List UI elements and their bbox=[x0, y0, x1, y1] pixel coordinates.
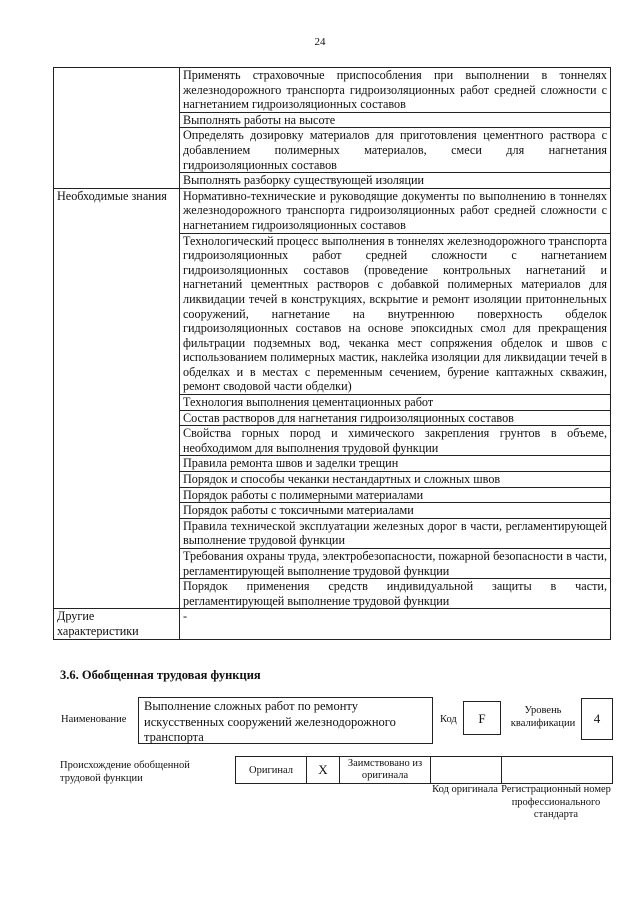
origin-reg-caption: Регистрационный номер профессионального стандарта bbox=[501, 784, 611, 820]
row-text: Порядок и способы чеканки нестандартных и сложных швов bbox=[180, 472, 611, 488]
row-text: Состав растворов для нагнетания гидроизоляционных составов bbox=[180, 410, 611, 426]
row-category-label: Другие характеристики bbox=[54, 609, 180, 639]
origin-code-cell bbox=[431, 757, 502, 784]
qualification-level-label: Уровень квалификации bbox=[510, 705, 576, 729]
row-text: Выполнять разборку существующей изоляции bbox=[180, 173, 611, 189]
row-text: Порядок работы с полимерными материалами bbox=[180, 487, 611, 503]
row-text: Технология выполнения цементационных работ bbox=[180, 395, 611, 411]
code-label: Код bbox=[440, 714, 457, 725]
row-text: Порядок применения средств индивидуальной защиты в части, регламентирующей выполнение трудовой функции bbox=[180, 579, 611, 609]
row-text: Правила ремонта швов и заделки трещин bbox=[180, 456, 611, 472]
row-text: Требования охраны труда, электробезопасности, пожарной безопасности в части, регламентирующей выполнение трудовой функции bbox=[180, 549, 611, 579]
row-category-label: Необходимые знания bbox=[54, 188, 180, 609]
section-title: 3.6. Обобщенная трудовая функция bbox=[60, 668, 261, 682]
page-number: 24 bbox=[314, 36, 326, 48]
row-text: Свойства горных пород и химического закрепления грунтов в объеме, необходимом для выполнения трудовой функции bbox=[180, 426, 611, 456]
row-text: Порядок работы с токсичными материалами bbox=[180, 503, 611, 519]
qualification-level-value: 4 bbox=[581, 698, 613, 740]
row-text: Технологический процесс выполнения в тоннелях железнодорожного транспорта гидроизоляционных работ средней сложности с нагнетанием гидроизоляционных составов (проведение контрольных нагнетаний и нагнетаний цементных растворов с добавкой полимерных материалов для ликвидации течей в конструкциях, вскрытие и ремонт изоляции притоннельных сооружений, нагнетание на внутреннюю поверхность обделок гидроизоляционных составов на основе эпоксидных смол для прекращения фильтрации подземных вод, чеканка мест сопряжения обделок и швов с использованием полимерных мастик, наклейка изоляции для ликвидации течей в обделках и в местах с переменным сечением, бурение каптажных скважин, ремонт сводовой части обделки) bbox=[180, 233, 611, 395]
row-text: Выполнять работы на высоте bbox=[180, 112, 611, 128]
origin-mark-cell: X bbox=[307, 757, 340, 784]
code-value: F bbox=[463, 701, 501, 735]
table-row bbox=[54, 188, 611, 233]
table-row bbox=[54, 68, 611, 113]
row-text: Нормативно-технические и руководящие документы по выполнению в тоннелях железнодорожного транспорта гидроизоляционных работ средней сложности с нагнетанием гидроизоляционных составов bbox=[180, 188, 611, 233]
row-text: Правила технической эксплуатации железных дорог в части, регламентирующей выполнение трудовой функции bbox=[180, 518, 611, 548]
skills-knowledge-table bbox=[53, 67, 611, 640]
row-category-label bbox=[54, 68, 180, 189]
origin-code-caption: Код оригинала bbox=[432, 784, 498, 795]
name-label: Наименование bbox=[61, 714, 127, 725]
origin-label: Происхождение обобщенной трудовой функции bbox=[60, 760, 190, 784]
row-text: - bbox=[180, 609, 611, 639]
origin-reg-cell bbox=[502, 757, 613, 784]
row-text: Применять страховочные приспособления при выполнении в тоннелях железнодорожного транспорта гидроизоляционных работ средней сложности с нагнетанием гидроизоляционных составов bbox=[180, 68, 611, 113]
origin-table bbox=[235, 756, 613, 784]
origin-borrowed-cell: Заимствовано из оригинала bbox=[340, 757, 431, 784]
row-text: Определять дозировку материалов для приготовления цементного раствора с добавлением полимерных материалов, смеси для нагнетания гидроизоляционных составов bbox=[180, 128, 611, 173]
function-name-field: Выполнение сложных работ по ремонту искусственных сооружений железнодорожного транспорта bbox=[138, 697, 433, 744]
table-row bbox=[54, 609, 611, 639]
origin-original-cell: Оригинал bbox=[236, 757, 307, 784]
